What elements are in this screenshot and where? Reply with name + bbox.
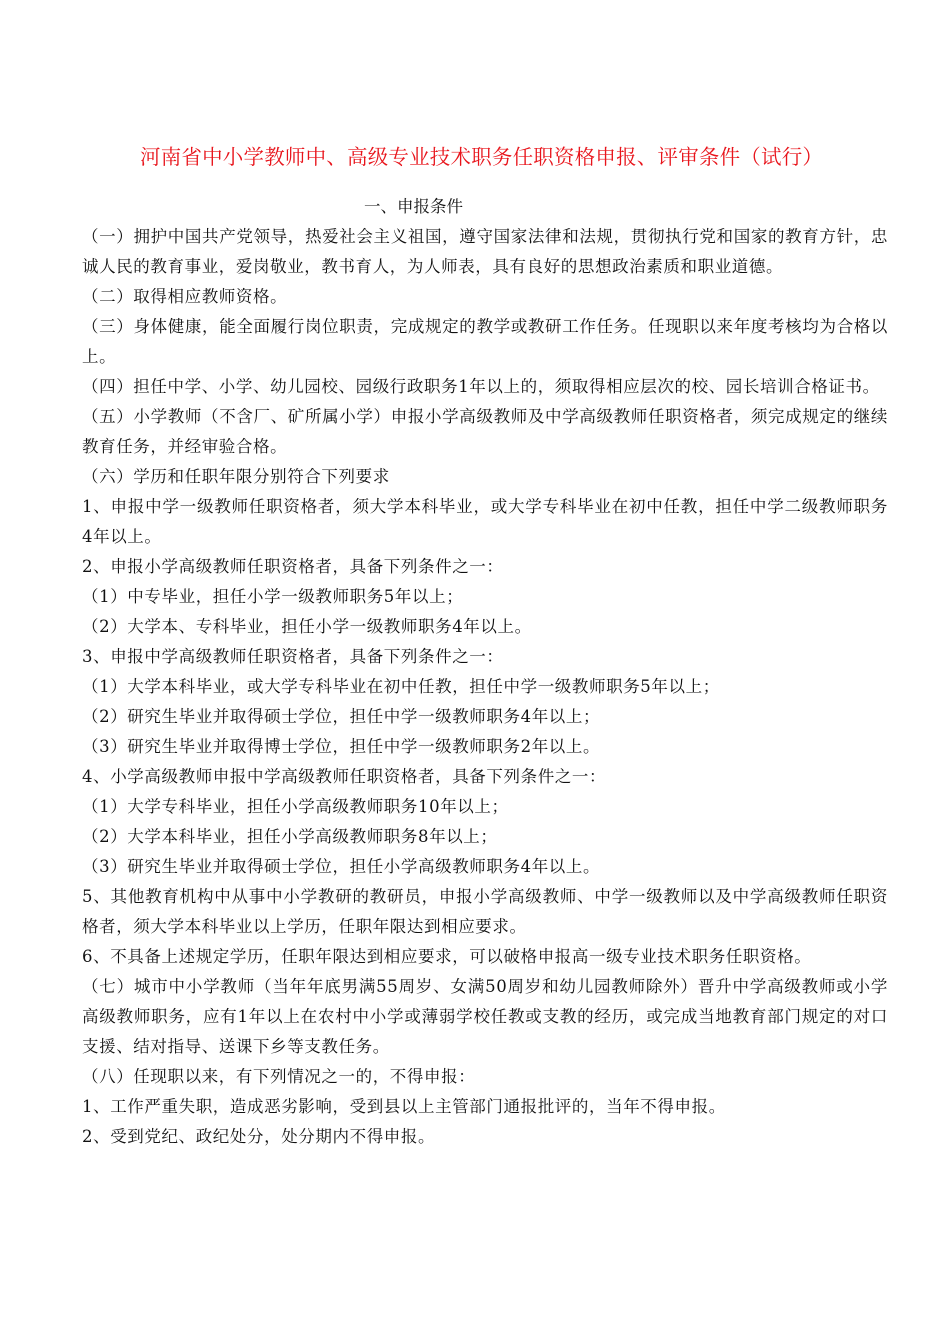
paragraph-12: （1）大学本科毕业，或大学专科毕业在初中任教，担任中学一级教师职务5年以上； bbox=[82, 677, 720, 696]
paragraph-16: （1）大学专科毕业，担任小学高级教师职务10年以上； bbox=[82, 797, 509, 816]
paragraph-14: （3）研究生毕业并取得博士学位，担任中学一级教师职务2年以上。 bbox=[82, 737, 601, 756]
paragraph-9: （1）中专毕业，担任小学一级教师职务5年以上； bbox=[82, 587, 464, 606]
paragraph-15: 4、小学高级教师申报中学高级教师任职资格者，具备下列条件之一： bbox=[82, 767, 607, 786]
paragraph-5: （五）小学教师（不含厂、矿所属小学）申报小学高级教师及中学高级教师任职资格者，须完成规定的继续教育任务，并经审验合格。 bbox=[82, 407, 888, 456]
paragraph-10: （2）大学本、专科毕业，担任小学一级教师职务4年以上。 bbox=[82, 617, 532, 636]
paragraph-2: （二）取得相应教师资格。 bbox=[82, 287, 288, 306]
document-title: 河南省中小学教师中、高级专业技术职务任职资格申报、评审条件（试行） bbox=[140, 145, 824, 169]
paragraph-8: 2、申报小学高级教师任职资格者，具备下列条件之一： bbox=[82, 557, 504, 576]
paragraph-20: 6、不具备上述规定学历，任职年限达到相应要求，可以破格申报高一级专业技术职务任职资格。 bbox=[82, 947, 812, 966]
section-heading: 一、申报条件 bbox=[364, 197, 463, 216]
paragraph-18: （3）研究生毕业并取得硕士学位，担任小学高级教师职务4年以上。 bbox=[82, 857, 601, 876]
document-body bbox=[82, 222, 888, 1152]
paragraph-19: 5、其他教育机构中从事中小学教研的教研员，申报小学高级教师、中学一级教师以及中学高级教师任职资格者，须大学本科毕业以上学历，任职年限达到相应要求。 bbox=[82, 887, 888, 936]
paragraph-13: （2）研究生毕业并取得硕士学位，担任中学一级教师职务4年以上； bbox=[82, 707, 601, 726]
paragraph-1: （一）拥护中国共产党领导，热爱社会主义祖国，遵守国家法律和法规，贯彻执行党和国家的教育方针，忠诚人民的教育事业，爱岗敬业，教书育人，为人师表，具有良好的思想政治素质和职业道德。 bbox=[82, 227, 888, 276]
paragraph-11: 3、申报中学高级教师任职资格者，具备下列条件之一： bbox=[82, 647, 504, 666]
paragraph-4: （四）担任中学、小学、幼儿园校、园级行政职务1年以上的，须取得相应层次的校、园长培训合格证书。 bbox=[82, 377, 880, 396]
paragraph-22: （八）任现职以来，有下列情况之一的，不得申报： bbox=[82, 1067, 476, 1086]
paragraph-23: 1、工作严重失职，造成恶劣影响，受到县以上主管部门通报批评的，当年不得申报。 bbox=[82, 1097, 726, 1116]
paragraph-7: 1、申报中学一级教师任职资格者，须大学本科毕业，或大学专科毕业在初中任教，担任中学二级教师职务4年以上。 bbox=[82, 497, 888, 546]
document-page bbox=[82, 140, 888, 1152]
paragraph-17: （2）大学本科毕业，担任小学高级教师职务8年以上； bbox=[82, 827, 498, 846]
paragraph-6: （六）学历和任职年限分别符合下列要求 bbox=[82, 467, 390, 486]
paragraph-21: （七）城市中小学教师（当年年底男满55周岁、女满50周岁和幼儿园教师除外）晋升中学高级教师或小学高级教师职务，应有1年以上在农村中小学或薄弱学校任教或支教的经历，或完成当地教育部门规定的对口支援、结对指导、送课下乡等支教任务。 bbox=[82, 977, 888, 1056]
paragraph-24: 2、受到党纪、政纪处分，处分期内不得申报。 bbox=[82, 1127, 436, 1146]
paragraph-3: （三）身体健康，能全面履行岗位职责，完成规定的教学或教研工作任务。任现职以来年度考核均为合格以上。 bbox=[82, 317, 888, 366]
